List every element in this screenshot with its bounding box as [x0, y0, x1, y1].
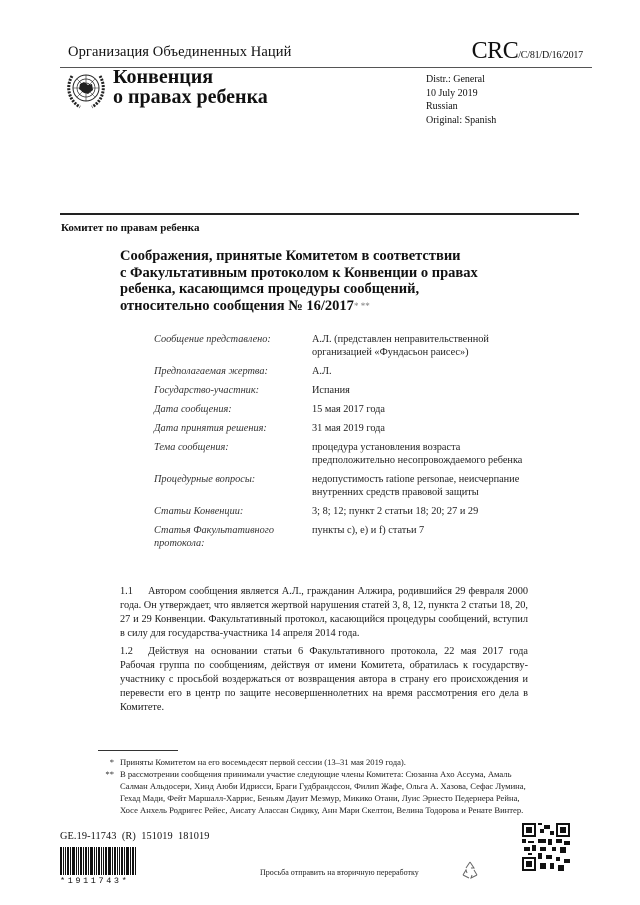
distribution-type: Distr.: General — [426, 74, 485, 85]
info-label: Дата сообщения: — [154, 404, 232, 415]
convention-title-line1: Конвенция — [113, 66, 214, 88]
info-row-subject — [154, 441, 534, 467]
info-row-state-party — [154, 384, 534, 397]
paragraph-1-1 — [120, 585, 528, 641]
info-value: процедура установления возраста предположительно несопровождаемого ребенка — [312, 442, 523, 466]
footnotes — [88, 756, 528, 816]
footnote-item — [88, 768, 528, 816]
barcode-number: *1911743* — [60, 876, 130, 886]
recycle-icon — [460, 860, 480, 880]
info-row-alleged-victim — [154, 365, 534, 378]
title-line — [120, 298, 530, 315]
paragraph-number: 1.1 — [120, 586, 133, 597]
title-footnote-marks[interactable]: * ** — [353, 300, 370, 311]
document-title — [120, 248, 530, 314]
paragraph-text: Автором сообщения является А.Л., гражданин Алжира, родившийся 29 февраля 2000 года. Он утверждает, что является жертвой нарушения статей 3, 8, 12, пункта 2 статьи 18, 20, 27 и 29 Конвенции. Факультативный протокол, касающийся процедуры сообщений, вступил в силу для государства-участника 14 апреля 2014 года. — [120, 586, 528, 639]
original-language: Original: Spanish — [426, 114, 497, 126]
info-value: 31 мая 2019 года — [312, 423, 385, 434]
distribution-language: Russian — [426, 101, 458, 112]
title-line: Соображения, принятые Комитетом в соответствии — [120, 248, 461, 264]
info-value: А.Л. — [312, 366, 332, 377]
info-value: недопустимость ratione personae, неисчерпание внутренних средств правовой защиты — [312, 474, 520, 498]
info-label: Предполагаемая жертва: — [154, 366, 268, 377]
committee-name: Комитет по правам ребенка — [61, 222, 200, 234]
info-value: 3; 8; 12; пункт 2 статьи 18; 20; 27 и 29 — [312, 506, 479, 517]
convention-title — [113, 67, 268, 107]
info-label: Тема сообщения: — [154, 442, 229, 453]
document-symbol — [472, 38, 583, 65]
info-value: 15 мая 2017 года — [312, 404, 385, 415]
symbol-sub: /C/81/D/16/2017 — [518, 50, 583, 61]
info-label: Сообщение представлено: — [154, 334, 271, 345]
distribution-info — [426, 73, 496, 127]
info-row-procedural-issues — [154, 473, 534, 499]
info-label: Статьи Конвенции: — [154, 506, 244, 517]
footnote-text: Приняты Комитетом на его восемьдесят первой сессии (13–31 мая 2019 года). — [120, 757, 406, 767]
info-row-convention-articles — [154, 505, 534, 518]
paragraph-number: 1.2 — [120, 646, 133, 657]
un-emblem-icon — [66, 68, 106, 110]
paragraph-text: Действуя на основании статьи 6 Факультативного протокола, 22 мая 2017 года Рабочая группа по сообщениям, действуя от имени Комитета, обратилась к государству-участнику с просьбой воздержаться от возвращения автора в страну его происхождения и перевести его в центр по защите несовершеннолетних на время рассмотрения его дела в Комитете. — [120, 646, 528, 713]
section-divider — [60, 213, 579, 215]
info-value: Испания — [312, 385, 350, 396]
recycle-notice: Просьба отправить на вторичную переработку — [260, 868, 419, 877]
document-code: GE.19-11743 (R) 151019 181019 — [60, 831, 210, 842]
footnote-text: В рассмотрении сообщения принимали участие следующие члены Комитета: Сюзанна Ахо Ассума, Амаль Салман Альдосери, Хинд Аюби Идрисси, Браги Гудбрандссон, Филип Жафе, Ольга А. Хазова, Сефас Лумина, Гехад Мади, Фейт Маршалл-Харрис, Беньям Дауит Мезмур, Микико Отани, Луис Эрнесто Педернера Рейна, Хосе Анхель Родригес Рейес, Аисату Алассан Сидику, Анн Мари Скелтон, Велина Тодорова и Ренате Винтер. — [120, 769, 526, 815]
communication-info-table — [154, 333, 534, 556]
footnote-symbol: ** — [105, 769, 114, 779]
symbol-main: CRC — [471, 38, 519, 64]
footnote-symbol: * — [109, 757, 114, 767]
info-label: Статья Факультативного протокола: — [154, 525, 274, 549]
info-row-decision-date — [154, 422, 534, 435]
info-label: Дата принятия решения: — [154, 423, 267, 434]
info-label: Процедурные вопросы: — [154, 474, 256, 485]
title-line-text: относительно сообщения № 16/2017 — [120, 297, 354, 314]
info-value: пункты c), e) и f) статьи 7 — [312, 525, 425, 536]
organization-name: Организация Объединенных Наций — [68, 44, 292, 60]
distribution-date: 10 July 2019 — [426, 87, 478, 99]
info-value: А.Л. (представлен неправительственной организацией «Фундасьон раисес») — [312, 334, 489, 358]
paragraph-1-2 — [120, 645, 528, 715]
title-line: с Факультативным протоколом к Конвенции о правах — [120, 264, 478, 281]
title-line: ребенка, касающимся процедуры сообщений, — [120, 281, 420, 297]
barcode-icon — [60, 847, 140, 875]
info-row-protocol-articles — [154, 524, 534, 550]
convention-title-line2: о правах ребенка — [113, 86, 268, 108]
qr-code-icon — [522, 823, 570, 871]
info-row-submitted-by — [154, 333, 534, 359]
footnote-item — [88, 756, 528, 768]
info-row-communication-date — [154, 403, 534, 416]
footnote-divider — [98, 750, 178, 751]
info-label: Государство-участник: — [154, 385, 260, 396]
